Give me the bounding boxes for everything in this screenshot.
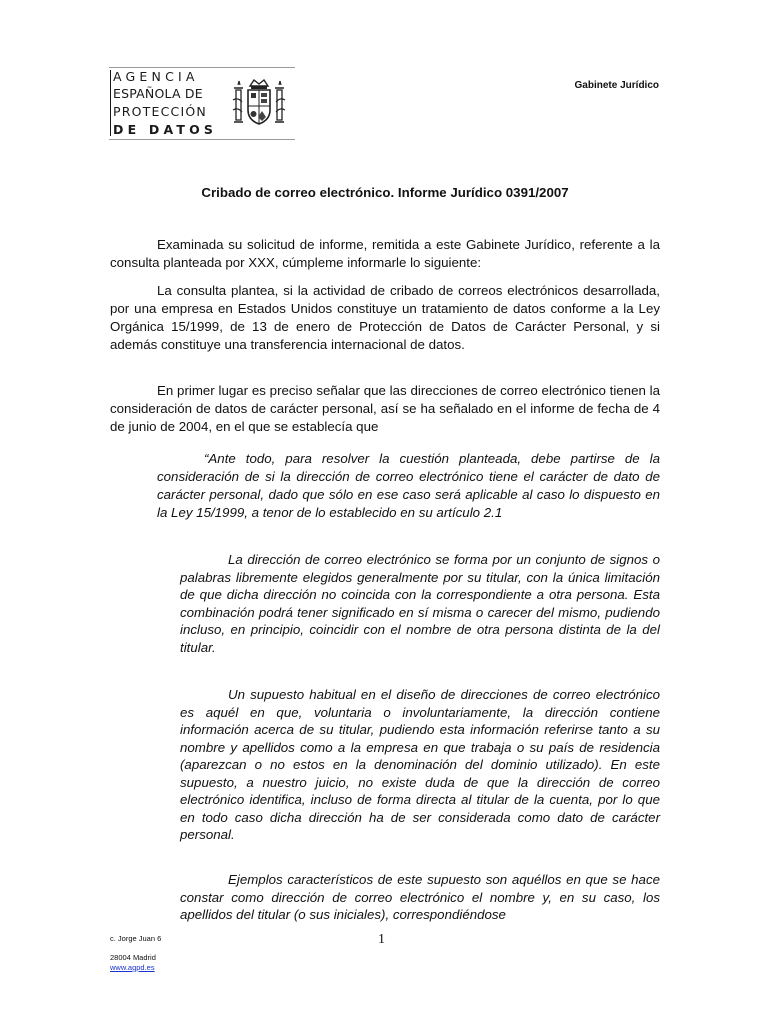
logo-divider [110, 70, 111, 136]
logo-line-1: AGENCIA [113, 69, 199, 84]
document-title: Cribado de correo electrónico. Informe Jurídico 0391/2007 [201, 185, 569, 200]
body-paragraph-1: Examinada su solicitud de informe, remitida a este Gabinete Jurídico, referente a la consulta planteada por XXX, cúmpleme informarle lo siguiente: [110, 237, 660, 270]
quote-intro: “Ante todo, para resolver la cuestión planteada, debe partirse de la consideración de si la dirección de correo electrónico tiene el carácter de dato de carácter personal, dado que sólo en ese caso será aplicable al caso lo dispuesto en la Ley 15/1999, a tenor de lo establecido en su artículo 2.1 [157, 451, 660, 520]
agency-logo [109, 67, 295, 140]
body-paragraph-3: En primer lugar es preciso señalar que las direcciones de correo electrónico tienen la consideración de datos de carácter personal, así se ha señalado en el informe de fecha de 4 de junio de 2004, en el que se establecía que [110, 383, 660, 434]
quote-paragraph-3: Ejemplos característicos de este supuesto son aquéllos en que se hace constar como dirección de correo electrónico el nombre y, en su caso, los apellidos del titular (o sus iniciales), correspondiéndose [180, 872, 660, 922]
logo-line-3: PROTECCIÓN [113, 104, 207, 119]
address-city: 28004 Madrid [110, 953, 156, 962]
coat-of-arms-icon [230, 76, 288, 132]
logo-line-2: ESPAÑOLA DE [113, 86, 203, 101]
quote-paragraph-1: La dirección de correo electrónico se forma por un conjunto de signos o palabras libremente elegidos generalmente por su titular, con la única limitación de que dicha dirección no coincida con la correspondiente a otra persona. Esta combinación podrá tener significado en sí misma o carecer del mismo, pudiendo incluso, en principio, coincidir con el nombre de otra persona distinta de la del titular. [180, 552, 660, 655]
logo-line-4: DE DATOS [113, 122, 218, 137]
footer-address [110, 934, 161, 973]
website-link[interactable]: www.agpd.es [110, 963, 155, 972]
quote-paragraph-2: Un supuesto habitual en el diseño de direcciones de correo electrónico es aquél en que, voluntaria o involuntariamente, la dirección contiene información acerca de su titular, pudiendo esta información referirse tanto a su nombre y apellidos como a la empresa en que trabaja o su país de residencia (aparezcan o no estos en la denominación del dominio utilizado). En este supuesto, a nuestro juicio, no existe duda de que la dirección de correo electrónico identifica, incluso de forma directa al titular de la cuenta, por lo que en todo caso dicha dirección ha de ser considerada como dato de carácter personal. [180, 687, 660, 842]
department-label: Gabinete Jurídico [574, 80, 659, 91]
page-number: 1 [378, 932, 385, 947]
body-paragraph-2: La consulta plantea, si la actividad de cribado de correos electrónicos desarrollada, por una empresa en Estados Unidos constituye un tratamiento de datos conforme a la Ley Orgánica 15/1999, de 13 de enero de Protección de Datos de Carácter Personal, y si además constituye una transferencia internacional de datos. [110, 283, 660, 352]
address-street: c. Jorge Juan 6 [110, 934, 162, 943]
